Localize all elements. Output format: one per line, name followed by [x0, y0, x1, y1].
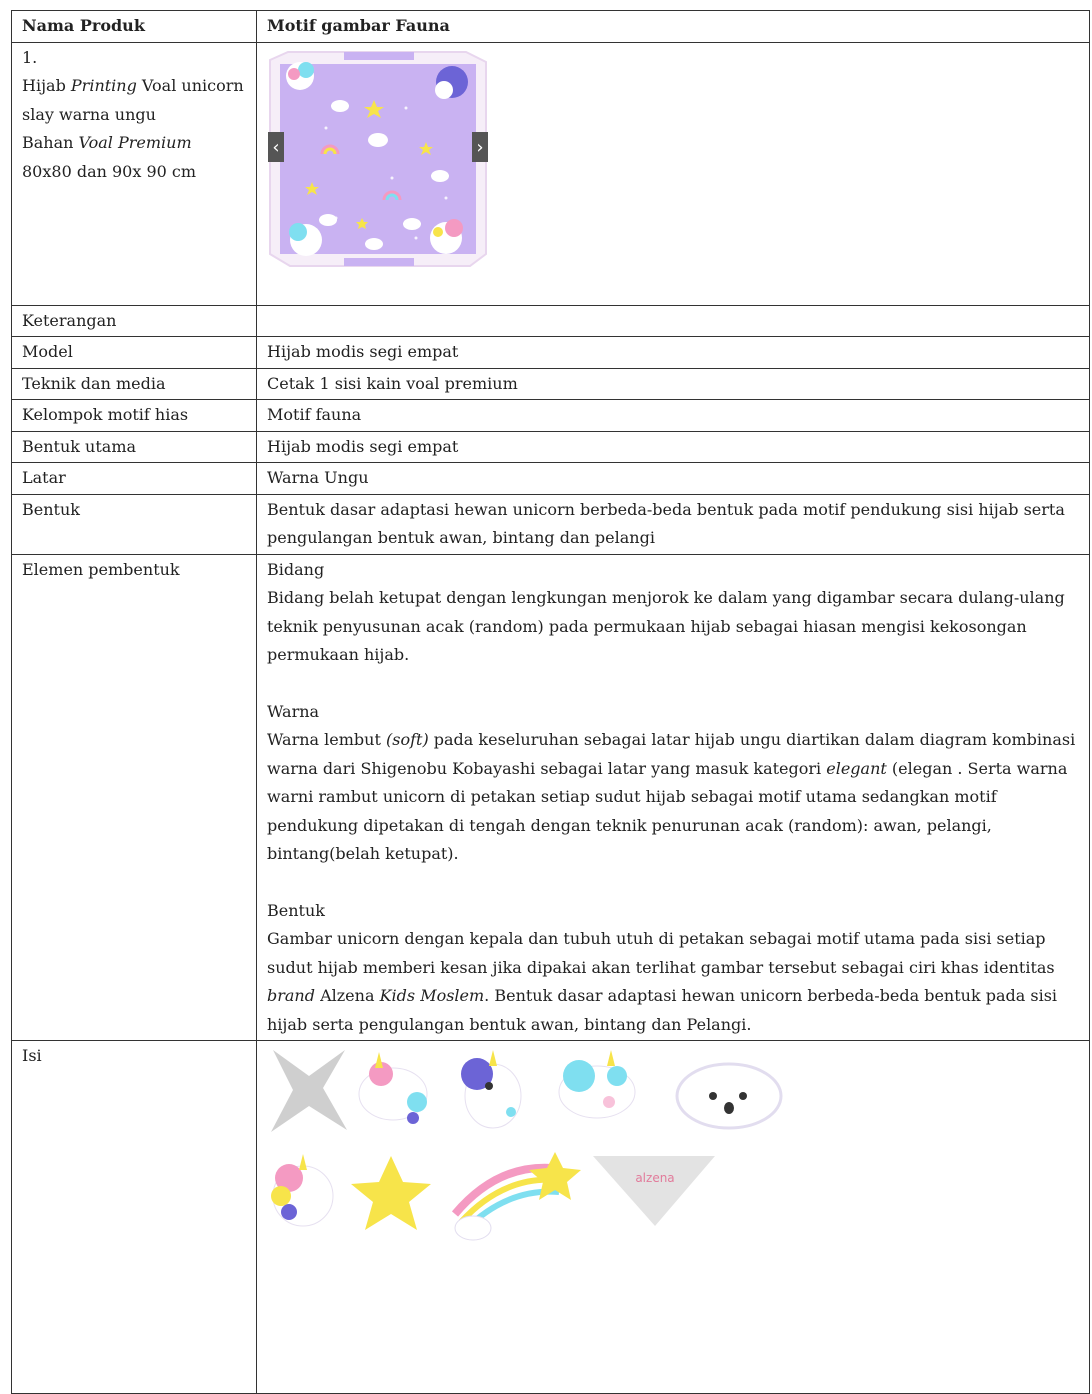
product-name: Hijab Printing Voal unicorn slay warna ungu: [22, 76, 244, 124]
row-teknik: [12, 368, 1090, 400]
row-bentuk: [12, 494, 1090, 554]
row-bentuk-utama: [12, 431, 1090, 463]
value-elemen: [257, 554, 1090, 1041]
alzena-logo-motif: [593, 1156, 715, 1226]
header-product-name: Nama Produk: [12, 11, 257, 43]
unicorn-motif-4: [271, 1154, 333, 1226]
label-isi: Isi: [12, 1041, 257, 1394]
unicorn-motif-2: [461, 1050, 521, 1128]
product-image-cell: [257, 42, 1090, 305]
bidang-text: Bidang belah ketupat dengan lengkungan menjorok ke dalam yang digambar secara dulang-ulang teknik penyusunan acak (random) pada permukaan hijab sebagai hiasan mengisi kekosongan permukaan hijab.: [267, 588, 1065, 664]
row-model: [12, 337, 1090, 369]
product-material: Bahan Voal Premium: [22, 133, 192, 152]
bentuk-text: Gambar unicorn dengan kepala dan tubuh utuh di petakan sebagai motif utama pada sisi setiap sudut hijab memberi kesan jika dipakai akan terlihat gambar tersebut sebagai ciri khas identitas brand Alzena Kids Moslem. Bentuk dasar adaptasi hewan unicorn berbeda-beda bentuk pada sisi hijab serta pengulangan bentuk awan, bintang dan Pelangi.: [267, 929, 1058, 1034]
product-row: [12, 42, 1090, 305]
label-teknik: Teknik dan media: [12, 368, 257, 400]
label-elemen: Elemen pembentuk: [12, 554, 257, 1041]
value-keterangan: [257, 305, 1090, 337]
header-row: [12, 11, 1090, 43]
value-model: Hijab modis segi empat: [257, 337, 1090, 369]
diamond-motif: [271, 1050, 347, 1132]
label-model: Model: [12, 337, 257, 369]
label-bentuk: Bentuk: [12, 494, 257, 554]
value-latar: Warna Ungu: [257, 463, 1090, 495]
label-bentuk-utama: Bentuk utama: [12, 431, 257, 463]
warna-title: Warna: [267, 701, 320, 721]
row-elemen: [12, 554, 1090, 1041]
chevron-right-icon: ›: [476, 136, 484, 158]
header-motif: Motif gambar Fauna: [257, 11, 1090, 43]
chevron-left-icon: ‹: [272, 136, 280, 158]
star-face-motif: [351, 1156, 431, 1230]
label-latar: Latar: [12, 463, 257, 495]
hijab-product-image: [266, 48, 492, 270]
bentuk-title: Bentuk: [267, 900, 325, 920]
value-teknik: Cetak 1 sisi kain voal premium: [257, 368, 1090, 400]
unicorn-motif-1: [359, 1052, 427, 1124]
unicorn-motif-3: [559, 1050, 635, 1118]
alzena-logo-text: alzena: [635, 1171, 675, 1185]
warna-text: Warna lembut (soft) pada keseluruhan sebagai latar hijab ungu diartikan dalam diagram kombinasi warna dari Shigenobu Kobayashi sebagai latar yang masuk kategori elegant (elegan . Serta warna warni rambut unicorn di petakan setiap sudut hijab sebagai motif utama sedangkan motif pendukung dipetakan di tengah dengan teknik penurunan acak (random): awan, pelangi, bintang(belah ketupat).: [267, 730, 1076, 863]
value-kelompok: Motif fauna: [257, 400, 1090, 432]
value-isi: [257, 1041, 1090, 1394]
row-latar: [12, 463, 1090, 495]
motif-table: [11, 10, 1090, 1394]
label-kelompok: Kelompok motif hias: [12, 400, 257, 432]
row-keterangan: [12, 305, 1090, 337]
bidang-title: Bidang: [267, 559, 325, 579]
label-keterangan: Keterangan: [12, 305, 257, 337]
row-isi: [12, 1041, 1090, 1394]
row-kelompok: [12, 400, 1090, 432]
cloud-face-motif: [677, 1064, 781, 1128]
product-size: 80x80 dan 90x 90 cm: [22, 161, 197, 181]
shooting-star-motif: [455, 1152, 581, 1240]
product-description: [12, 42, 257, 305]
value-bentuk: Bentuk dasar adaptasi hewan unicorn berbeda-beda bentuk pada motif pendukung sisi hijab serta pengulangan bentuk awan, bintang dan pelangi: [257, 494, 1090, 554]
value-bentuk-utama: Hijab modis segi empat: [257, 431, 1090, 463]
motif-elements-image: [267, 1046, 827, 1246]
product-number: 1.: [22, 47, 38, 67]
